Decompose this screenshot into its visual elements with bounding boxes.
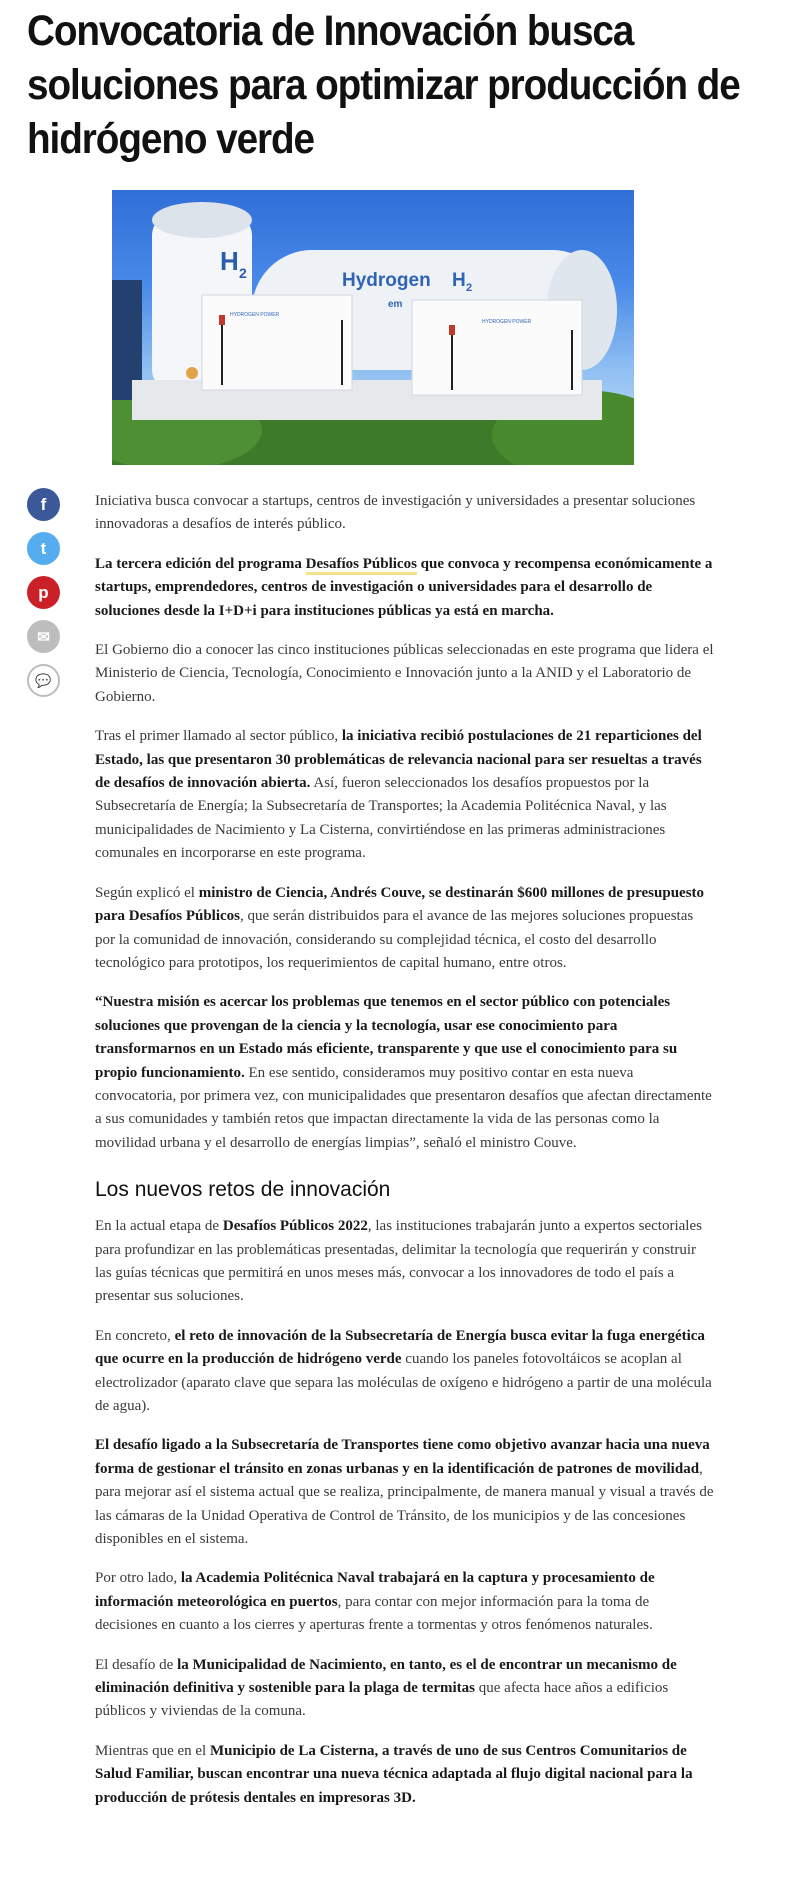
- hero-h2-right: H: [452, 270, 466, 291]
- pinterest-icon: p: [38, 582, 49, 602]
- p4-text-c: Así, fueron seleccionados los desafíos propuestos por la Subsecretaría de Energía; la Subsecretaría de Transportes; la Academia Politécnica Naval, y las municipalidades de Nacimiento y La Cisterna, convirtiéndose en las primeras administraciones comunales en incorporarse en este programa.: [95, 775, 667, 862]
- p10-bold: la Academia Politécnica Naval trabajará en la captura y procesamiento de información meteorológica en puertos: [95, 1570, 655, 1610]
- p5-bold: ministro de Ciencia, Andrés Couve, se destinarán $600 millones de presupuesto para Desafíos Públicos: [95, 884, 705, 925]
- desafios-publicos-link[interactable]: Desafíos Públicos: [306, 556, 417, 575]
- p6-bold: “Nuestra misión es acercar los problemas que tenemos en el sector público con potenciales soluciones que provengan de la ciencia y la tecnología, usar ese conocimiento para transformarnos en un Estado más eficiente, transparente y que use el conocimiento para su propio funcionamiento.: [95, 994, 678, 1081]
- title-line-1: Convocatoria de Innovación busca: [27, 7, 634, 55]
- paragraph-4: [95, 725, 715, 865]
- comment-button[interactable]: [27, 664, 60, 697]
- hero-panel-text-right: HYDROGEN POWER: [482, 319, 532, 325]
- p4-text-a: Tras el primer llamado al sector público,: [95, 728, 342, 745]
- lead-text-1: La tercera edición del programa: [95, 555, 306, 572]
- p4-bold: la iniciativa recibió postulaciones de 21 reparticiones del Estado, las que presentaron 30 problemáticas de relevancia nacional para ser resueltas a través de desafíos de innovación abierta.: [95, 728, 702, 792]
- paragraph-9: [95, 1434, 715, 1551]
- paragraph-5: [95, 882, 715, 976]
- article-title: [27, 4, 740, 166]
- p12-bold: Municipio de La Cisterna, a través de uno de sus Centros Comunitarios de Salud Familiar, buscan encontrar una nueva técnica adaptada al flujo digital nacional para la producción de prótesis dentales en impresoras 3D.: [95, 1742, 693, 1806]
- hero-hydrogen-label: Hydrogen: [342, 270, 431, 291]
- pinterest-share-button[interactable]: [27, 576, 60, 609]
- hero-h2-left-sub: 2: [239, 265, 247, 281]
- hero-small-label: em: [388, 299, 403, 310]
- hero-panel-text-left: HYDROGEN POWER: [230, 312, 280, 318]
- twitter-share-button[interactable]: [27, 532, 60, 565]
- lead-text-2: que convoca y recompensa económicamente a startups, emprendedores, centros de investigación o universidades para el desarrollo de soluciones desde la I+D+i para instituciones públicas ya está en marcha.: [95, 555, 713, 619]
- paragraph-6-quote: [95, 991, 715, 1155]
- share-bar: [27, 488, 61, 708]
- twitter-icon: t: [40, 538, 47, 558]
- p10-text-a: Por otro lado,: [95, 1570, 181, 1587]
- p10-text-c: , para contar con mejor información para la toma de decisiones en cuanto a los cierres y aperturas frente a tormentas y otros fenómenos naturales.: [95, 1593, 653, 1634]
- p9-text-b: , para mejorar así el sistema actual que se realiza, principalmente, de manera manual y visual a través de las cámaras de la Unidad Operativa de Control de Tránsito, de los municipios y de las concesiones disponibles en el sistema.: [95, 1460, 714, 1548]
- p8-text-c: cuando los paneles fotovoltáicos se acoplan al electrolizador (aparato clave que separa las moléculas de oxígeno e hidrógeno a partir de una molécula de agua).: [95, 1351, 712, 1414]
- p5-text-a: Según explicó el: [95, 884, 199, 901]
- p7-bold: Desafíos Públicos 2022: [222, 1218, 368, 1235]
- hero-h2-right-sub: 2: [466, 282, 473, 294]
- p9-bold: El desafío ligado a la Subsecretaría de Transportes tiene como objetivo avanzar hacia una nueva forma de gestionar el tránsito en zonas urbanas y en la identificación de patrones de movilidad: [95, 1437, 710, 1477]
- facebook-icon: f: [40, 494, 47, 514]
- article-summary: Iniciativa busca convocar a startups, centros de investigación y universidades a presentar soluciones innovadoras a desafíos de interés público.: [95, 493, 696, 533]
- facebook-share-button[interactable]: [27, 488, 60, 521]
- paragraph-10: [95, 1567, 715, 1637]
- p11-text-c: que afecta hace años a edificios públicos y viviendas de la comuna.: [95, 1680, 669, 1720]
- title-line-3: hidrógeno verde: [27, 115, 315, 163]
- p8-bold: el reto de innovación de la Subsecretaría de Energía busca evitar la fuga energética que ocurre en la producción de hidrógeno verde: [95, 1327, 705, 1368]
- email-icon: ✉: [37, 628, 50, 646]
- p8-text-a: En concreto,: [95, 1327, 175, 1344]
- p6-text-b: En ese sentido, consideramos muy positivo contar en esta nueva convocatoria, por primera vez, con municipalidades que presentaron desafíos que afectan directamente a sus comunidades y también retos que impactan directamente la vida de las personas como la movilidad urbana y el desarrollo de energías limpias”, señaló el ministro Couve.: [95, 1064, 712, 1151]
- p11-bold: la Municipalidad de Nacimiento, en tanto, es el de encontrar un mecanismo de eliminación definitiva y sostenible para la plaga de termitas: [95, 1656, 677, 1697]
- article-lead: [95, 553, 715, 623]
- p7-text-c: , las instituciones trabajarán junto a expertos sectoriales para profundizar en las problemáticas presentadas, delimitar la tecnología que requerirán y construir las guías técnicas que permitirá en unos meses más, convocar a los innovadores de todo el país a presentar sus soluciones.: [95, 1218, 702, 1305]
- paragraph-8: [95, 1325, 715, 1419]
- email-share-button[interactable]: [27, 620, 60, 653]
- paragraph-3: El Gobierno dio a conocer las cinco instituciones públicas seleccionadas en este programa que lidera el Ministerio de Ciencia, Tecnología, Conocimiento e Innovación junto a la ANID y el Laboratorio de Gobierno.: [95, 642, 714, 705]
- paragraph-11: [95, 1654, 715, 1724]
- p7-text-a: En la actual etapa de: [95, 1218, 223, 1235]
- hydrogen-tanks-illustration: [112, 190, 634, 465]
- hero-h2-left: H: [220, 246, 239, 276]
- paragraph-12: [95, 1740, 715, 1810]
- p12-text-a: Mientras que en el: [95, 1742, 210, 1759]
- p11-text-a: El desafío de: [95, 1656, 178, 1673]
- section-heading: Los nuevos retos de innovación: [95, 1178, 391, 1202]
- article-body: [95, 490, 715, 1826]
- comment-icon: 💬: [35, 672, 52, 688]
- hero-image: [112, 190, 634, 465]
- title-line-2: soluciones para optimizar producción de: [27, 61, 740, 109]
- p5-text-c: , que serán distribuidos para el avance de las mejores soluciones propuestas por la comunidad de innovación, considerando su complejidad técnica, el costo del desarrollo tecnológico para prototipos, los requerimientos de capital humano, entre otros.: [95, 908, 694, 971]
- paragraph-7: [95, 1215, 715, 1309]
